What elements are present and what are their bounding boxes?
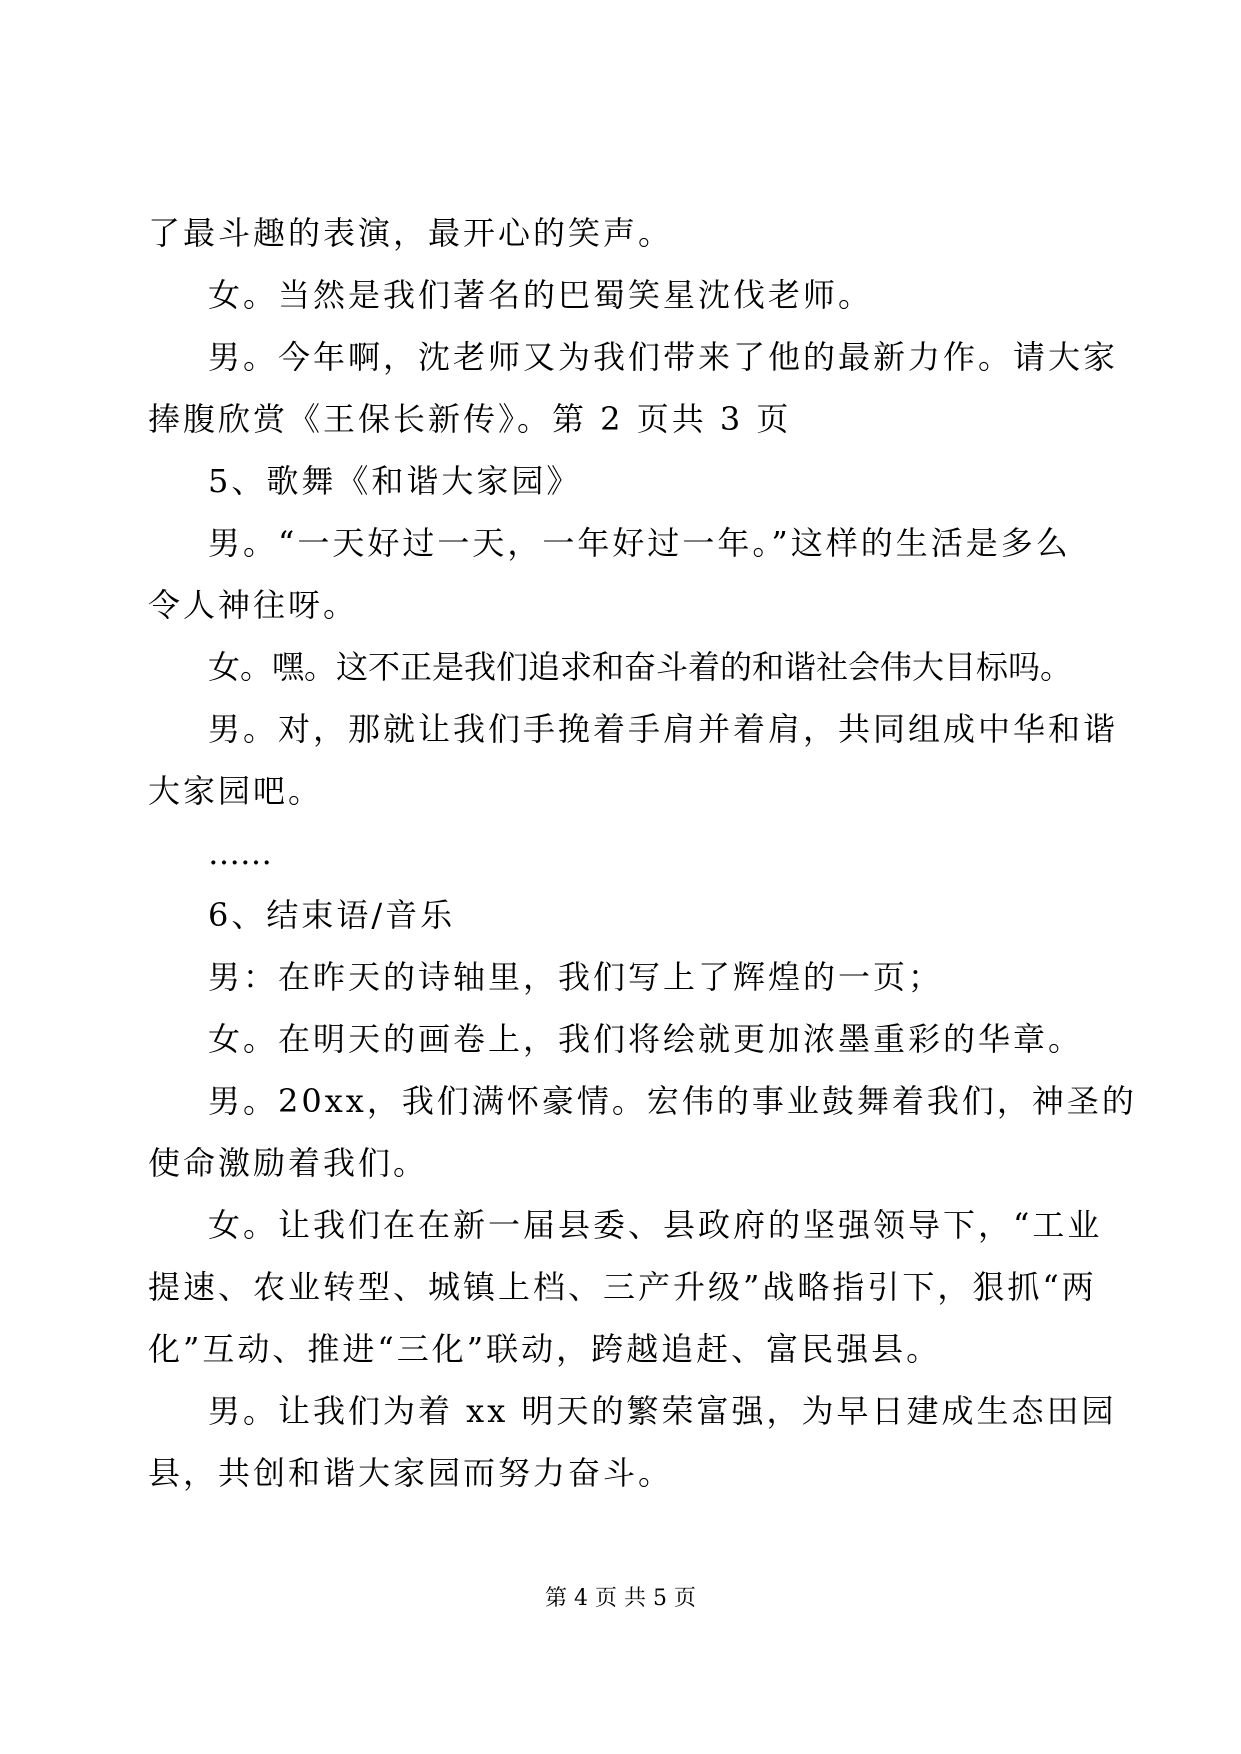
text-line: 提速、农业转型、城镇上档、三产升级”战略指引下，狠抓“两 — [148, 1268, 1097, 1306]
text-line: 男。对，那就让我们手挽着手肩并着肩，共同组成中华和谐 — [208, 710, 1119, 748]
text-line: 了最斗趣的表演，最开心的笑声。 — [148, 214, 674, 252]
text-line: 女。让我们在在新一届县委、县政府的坚强领导下，“工业 — [208, 1206, 1103, 1244]
text-line: 女。在明天的画卷上，我们将绘就更加浓墨重彩的华章。 — [208, 1020, 1084, 1058]
ellipsis-line: …… — [208, 834, 272, 872]
text-line: 使命激励着我们。 — [148, 1144, 429, 1182]
text-line: 令人神往呀。 — [148, 586, 359, 624]
text-line: 大家园吧。 — [148, 772, 324, 810]
text-line: 化”互动、推进“三化”联动，跨越追赶、富民强县。 — [148, 1330, 942, 1368]
text-line: 男。20xx，我们满怀豪情。宏伟的事业鼓舞着我们，神圣的 — [208, 1082, 1137, 1120]
text-line: 女。当然是我们著名的巴蜀笑星沈伐老师。 — [208, 276, 874, 314]
text-line: 男。今年啊，沈老师又为我们带来了他的最新力作。请大家 — [208, 338, 1119, 376]
section-heading: 6、结束语/音乐 — [208, 896, 456, 934]
text-line: 县，共创和谐大家园而努力奋斗。 — [148, 1454, 674, 1492]
text-line: 捧腹欣赏《王保长新传》。第 2 页共 3 页 — [148, 400, 792, 438]
text-line: 男：在昨天的诗轴里，我们写上了辉煌的一页； — [208, 958, 944, 996]
text-line: 女。嘿。这不正是我们追求和奋斗着的和谐社会伟大目标吗。 — [208, 648, 1073, 686]
text-line: 男。让我们为着 xx 明天的繁荣富强，为早日建成生态田园 — [208, 1392, 1117, 1430]
section-heading: 5、歌舞《和谐大家园》 — [208, 462, 582, 500]
text-line: 男。“一天好过一天，一年好过一年。”这样的生活是多么 — [208, 524, 1071, 562]
page-footer: 第 4 页 共 5 页 — [545, 1586, 696, 1611]
